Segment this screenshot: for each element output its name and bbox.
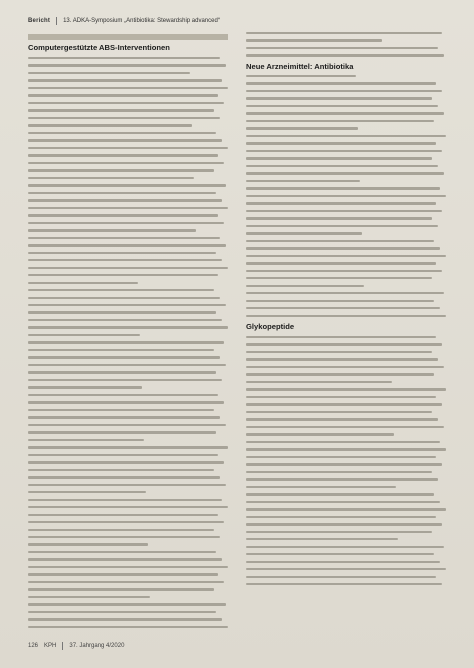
text-line: [246, 120, 434, 122]
text-line: [246, 493, 434, 495]
text-line: [28, 596, 150, 598]
text-line: [28, 79, 222, 81]
text-line: [246, 463, 442, 465]
text-line: [246, 255, 446, 257]
text-line: [28, 491, 146, 493]
text-line: [246, 336, 436, 338]
text-line: [28, 184, 226, 186]
text-line: [28, 289, 214, 291]
text-line: [28, 109, 214, 111]
page-number: 126: [28, 643, 39, 649]
text-line: [246, 486, 396, 488]
text-line: [246, 270, 442, 272]
text-line: [246, 247, 440, 249]
heading-new-antibiotics: Neue Arzneimittel: Antibiotika: [246, 62, 354, 71]
text-line: [28, 416, 220, 418]
text-line: [246, 172, 444, 174]
text-line: [28, 536, 220, 538]
text-line: [246, 441, 440, 443]
header-event: 13. ADKA-Symposium „Antibiotika: Stewardship advanced“: [63, 18, 220, 24]
text-line: [28, 424, 226, 426]
text-line: [246, 292, 444, 294]
text-line: [28, 94, 218, 96]
text-line: [28, 469, 214, 471]
text-line: [28, 611, 216, 613]
text-line: [28, 618, 222, 620]
text-line: [28, 409, 214, 411]
footer-volume: 37. Jahrgang 4/2020: [69, 643, 125, 649]
text-line: [28, 356, 220, 358]
text-line: [28, 102, 224, 104]
text-line: [246, 343, 442, 345]
header-section: Bericht: [28, 18, 51, 24]
text-line: [28, 349, 214, 351]
text-line: [28, 222, 224, 224]
text-line: [246, 307, 440, 309]
right-column-glycopeptides-text: [246, 336, 446, 590]
text-line: [28, 244, 226, 246]
text-line: [246, 576, 436, 578]
text-line: [246, 315, 446, 317]
text-line: [246, 501, 440, 503]
text-line: [28, 237, 220, 239]
text-line: [28, 117, 220, 119]
text-line: [28, 139, 222, 141]
text-line: [246, 105, 438, 107]
text-line: [28, 476, 220, 478]
text-line: [28, 603, 226, 605]
text-line: [246, 90, 442, 92]
text-line: [28, 282, 138, 284]
text-line: [246, 262, 436, 264]
text-line: [28, 297, 220, 299]
text-line: [28, 64, 226, 66]
text-line: [28, 147, 228, 149]
text-line: [246, 478, 438, 480]
heading-glycopeptides: Glykopeptide: [246, 322, 295, 331]
text-line: [28, 162, 224, 164]
text-line: [246, 240, 434, 242]
running-header: [28, 13, 446, 29]
text-line: [246, 433, 394, 435]
text-line: [246, 97, 432, 99]
text-line: [246, 232, 362, 234]
right-column-intro-text: [246, 32, 446, 62]
text-line: [246, 396, 436, 398]
text-line: [246, 157, 432, 159]
text-line: [246, 32, 442, 34]
text-line: [28, 341, 224, 343]
text-line: [246, 546, 444, 548]
text-line: [28, 154, 218, 156]
text-line: [28, 431, 216, 433]
text-line: [246, 561, 440, 563]
text-line: [28, 177, 194, 179]
text-line: [28, 72, 190, 74]
text-line: [246, 523, 442, 525]
footer-journal: KPH: [44, 643, 57, 649]
text-line: [246, 471, 432, 473]
text-line: [246, 403, 442, 405]
text-line: [28, 506, 228, 508]
text-line: [246, 456, 436, 458]
text-line: [246, 538, 398, 540]
text-line: [28, 214, 218, 216]
text-line: [28, 461, 224, 463]
text-line: [246, 373, 434, 375]
text-line: [28, 259, 222, 261]
text-line: [246, 112, 444, 114]
text-line: [28, 132, 216, 134]
right-column-antibiotics-text: [246, 75, 446, 322]
footer-divider: [62, 642, 63, 650]
text-line: [246, 82, 436, 84]
text-line: [246, 366, 444, 368]
text-line: [246, 583, 442, 585]
text-line: [28, 124, 192, 126]
text-line: [28, 192, 216, 194]
text-line: [246, 277, 432, 279]
text-line: [28, 379, 222, 381]
text-line: [246, 300, 434, 302]
text-line: [246, 225, 438, 227]
text-line: [28, 229, 196, 231]
text-line: [28, 499, 222, 501]
text-line: [28, 588, 214, 590]
text-line: [246, 187, 440, 189]
text-line: [28, 386, 142, 388]
text-line: [246, 202, 436, 204]
text-line: [246, 75, 356, 77]
text-line: [246, 127, 358, 129]
text-line: [28, 566, 228, 568]
text-line: [246, 411, 432, 413]
text-line: [246, 47, 438, 49]
text-line: [28, 401, 224, 403]
left-column-text: [28, 57, 228, 633]
text-line: [246, 388, 446, 390]
text-line: [246, 568, 446, 570]
text-line: [28, 446, 228, 448]
text-line: [28, 274, 218, 276]
text-line: [28, 529, 214, 531]
page-footer: [28, 642, 124, 650]
text-line: [28, 304, 226, 306]
text-line: [246, 217, 432, 219]
text-line: [28, 267, 228, 269]
text-line: [28, 326, 228, 328]
text-line: [246, 285, 364, 287]
text-line: [28, 169, 214, 171]
text-line: [246, 351, 432, 353]
text-line: [28, 558, 222, 560]
text-line: [246, 553, 434, 555]
text-line: [246, 418, 438, 420]
text-line: [28, 207, 228, 209]
text-line: [28, 543, 148, 545]
text-line: [246, 180, 360, 182]
text-line: [28, 394, 218, 396]
text-line: [246, 448, 446, 450]
text-line: [28, 551, 216, 553]
column-header-bar: [28, 34, 228, 40]
heading-computer-assisted-abs: Computergestützte ABS-Interventionen: [28, 43, 170, 52]
text-line: [246, 39, 382, 41]
header-divider: [56, 17, 57, 25]
text-line: [28, 484, 226, 486]
text-line: [28, 199, 222, 201]
text-line: [246, 516, 436, 518]
text-line: [28, 514, 218, 516]
text-line: [28, 87, 228, 89]
text-line: [246, 531, 432, 533]
text-line: [246, 358, 438, 360]
text-line: [246, 381, 392, 383]
text-line: [28, 311, 216, 313]
text-line: [28, 371, 216, 373]
text-line: [246, 508, 446, 510]
text-line: [28, 439, 144, 441]
text-line: [246, 54, 444, 56]
text-line: [246, 142, 436, 144]
text-line: [246, 150, 442, 152]
text-line: [28, 626, 228, 628]
text-line: [246, 426, 444, 428]
text-line: [28, 57, 220, 59]
text-line: [28, 252, 216, 254]
text-line: [28, 573, 218, 575]
text-line: [28, 364, 226, 366]
text-line: [246, 135, 446, 137]
text-line: [28, 454, 218, 456]
text-line: [28, 521, 224, 523]
text-line: [28, 581, 224, 583]
text-line: [246, 165, 438, 167]
text-line: [246, 195, 446, 197]
text-line: [28, 334, 140, 336]
text-line: [246, 210, 442, 212]
text-line: [28, 319, 222, 321]
